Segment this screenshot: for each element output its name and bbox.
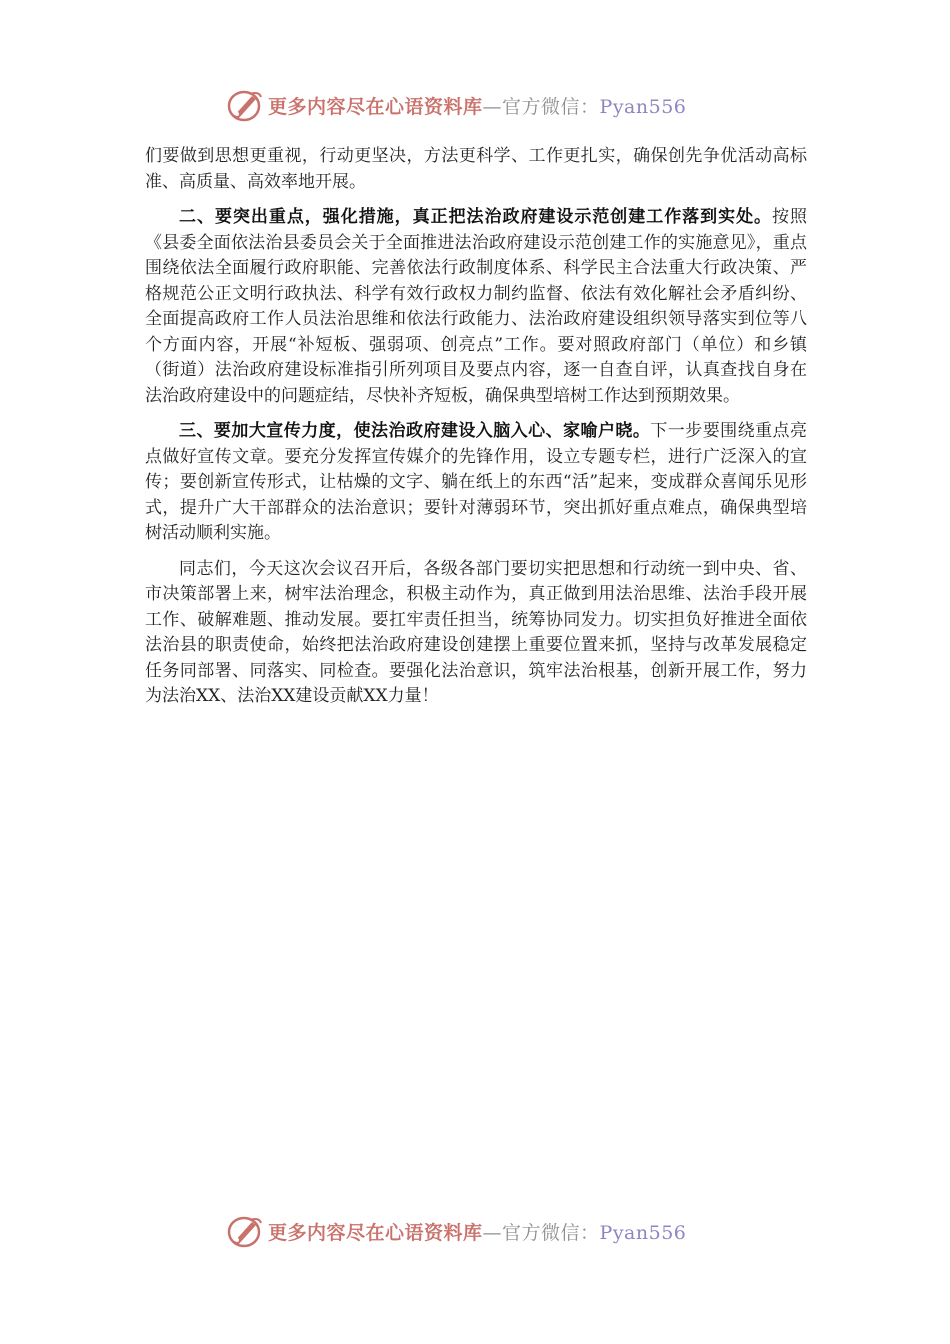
banner-wechat-label: 官方微信：: [502, 1222, 600, 1244]
logo-icon: [226, 88, 264, 124]
paragraph-3: [145, 419, 807, 547]
banner-dash: —: [482, 1222, 503, 1244]
paragraph-4: [145, 557, 807, 710]
paragraph-1-body: 们要做到思想更重视，行动更坚决，方法更科学、工作更扎实，确保创先争优活动高标准、高质量、高效率地开展。: [145, 146, 807, 192]
banner-dash: —: [482, 96, 503, 118]
footer-banner: [0, 1210, 950, 1254]
paragraph-2-heading: 二、要突出重点，强化措施，真正把法治政府建设示范创建工作落到实处。: [179, 207, 773, 227]
banner-text: [268, 1218, 686, 1245]
paragraph-2-body: 按照《县委全面依法治县委员会关于全面推进法治政府建设示范创建工作的实施意见》，重点围绕依法全面履行政府职能、完善依法行政制度体系、科学民主合法重大行政决策、严格规范公正文明行政执法、科学有效行政权力制约监督、依法有效化解社会矛盾纠纷、全面提高政府工作人员法治思维和依法行政能力、法治政府建设组织领导落实到位等八个方面内容，开展“补短板、强弱项、创亮点”工作。要对照政府部门（单位）和乡镇（街道）法治政府建设标准指引所列项目及要点内容，逐一自查自评，认真查找自身在法治政府建设中的问题症结，尽快补齐短板，确保典型培树工作达到预期效果。: [145, 207, 808, 406]
banner-library-name: 更多内容尽在心语资料库: [268, 1222, 483, 1244]
paragraph-3-body: 下一步要围绕重点亮点做好宣传文章。要充分发挥宣传媒介的先锋作用，设立专题专栏，进行广泛深入的宣传；要创新宣传形式，让枯燥的文字、躺在纸上的东西“活”起来，变成群众喜闻乐见形式，提升广大干部群众的法治意识；要针对薄弱环节，突出抓好重点难点，确保典型培树活动顺利实施。: [145, 421, 808, 543]
banner-wechat-label: 官方微信：: [502, 96, 600, 118]
paragraph-4-body: 同志们，今天这次会议召开后，各级各部门要切实把思想和行动统一到中央、省、市决策部署上来，树牢法治理念，积极主动作为，真正做到用法治思维、法治手段开展工作、破解难题、推动发展。要扛牢责任担当，统筹协同发力。切实担负好推进全面依法治县的职责使命，始终把法治政府建设创建摆上重要位置来抓，坚持与改革发展稳定任务同部署、同落实、同检查。要强化法治意识，筑牢法治根基，创新开展工作，努力为法治XX、法治XX建设贡献XX力量！: [145, 558, 807, 706]
banner-wechat-id: Pyan556: [599, 1222, 687, 1244]
paragraph-2: [145, 205, 807, 409]
banner-wechat-id: Pyan556: [599, 96, 687, 118]
paragraph-1: [145, 144, 807, 195]
document-body: [145, 144, 807, 720]
header-banner: [0, 84, 950, 128]
banner-text: [268, 92, 686, 119]
paragraph-3-heading: 三、要加大宣传力度，使法治政府建设入脑入心、家喻户晓。: [179, 421, 651, 441]
logo-icon: [226, 1214, 264, 1250]
banner-library-name: 更多内容尽在心语资料库: [268, 96, 483, 118]
